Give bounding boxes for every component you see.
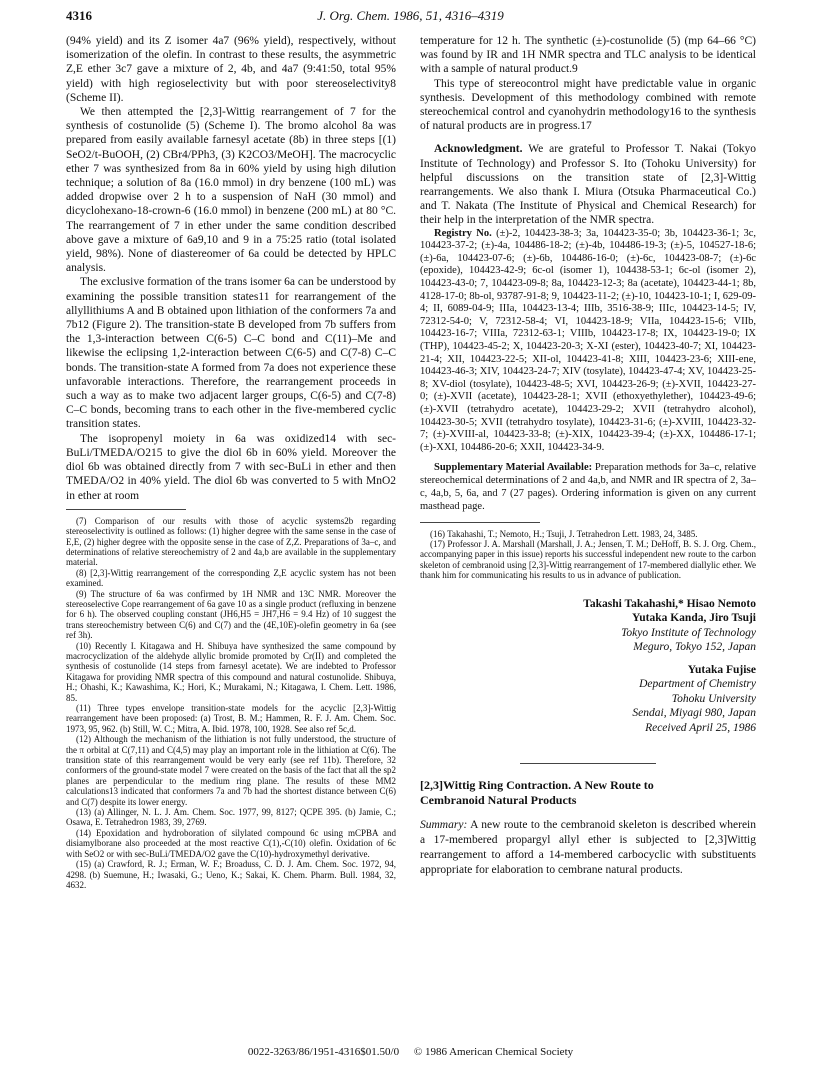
- registry-heading: Registry No.: [434, 227, 492, 239]
- body-paragraph: This type of stereocontrol might have predictable value in organic synthesis. Development of this methodology combined with remote stereochemical control and cyanohydrin methodology16 to the synthesis of natural products are in progress.17: [420, 77, 756, 133]
- author-names: Yutaka Fujise: [687, 663, 756, 676]
- summary-label: Summary:: [420, 819, 468, 832]
- footnote: (7) Comparison of our results with those of acyclic systems2b regarding stereoselectivity is outlined as follows: (1) higher degree with the same sense in the case of E,E, (2) higher degree with the opposite sense in the case of Z,Z. Preparations of 3a–c, and determinations of relative stereochemistry of 2 and 4a,b are available in the supplementary material.: [66, 515, 396, 568]
- footnote: (12) Although the mechanism of the lithiation is not fully understood, the structure of the π orbital at C(7,11) and C(4,5) may play an important role in the lithiation at C(6). The transition state of this rearrangement would be very early (see ref 11b). Therefore, 32 conformers of the ground-state model 7 were created on the basis of the fact that all the sp2 planes are perpendicular to the medium ring plane. The results of these MM2 calculations13 indicated that conformers 7a and 7b had the shortest distance between C(6) and C(7) despite its lower energy.: [66, 734, 396, 807]
- summary-text: A new route to the cembranoid skeleton is described wherein a 17-membered propargyl allyl ether is subjected to [2,3]Wittig rearrangement to afford a 14-membered carbocyclic with substituents appropriate for elaboration to cembrane natural products.: [420, 819, 756, 877]
- affiliation: Tokyo Institute of Technology: [621, 626, 756, 639]
- body-paragraph: The exclusive formation of the trans isomer 6a can be understood by examining the possible transition states11 for rearrangement of the allyllithiums A and B obtained upon lithiation of the conformers 7a and 7b12 (Figure 2). The transition-state B developed from 7b suffers from the 1,3-interaction between C(6-5) C–C bond and C(11)–Me and likewise the eclipsing 1,2-interaction between C(6-5) and C(7-8) C–C bonds. The transition-state A formed from 7a does not experience these unfavorable interactions. Therefore, the rearrangement proceeds in such a way as to make two adjacent larger groups, C(6-5) and C(7-8) C–C bonds, becoming trans to each other in the five-membered cyclic transition states.: [66, 276, 396, 431]
- body-paragraph: The isopropenyl moiety in 6a was oxidized14 with sec-BuLi/TMEDA/O215 to give the diol 6b in 60% yield. Moreover the diol 6b was obtained directly from 7 with sec-BuLi in ether and then TMEDA/O2 in 40% yield. The diol 6b was converted to 5 with MnO2 in ether at room: [66, 432, 396, 502]
- supplementary-material: [420, 462, 756, 513]
- left-column: [66, 34, 396, 890]
- article-separator: [520, 763, 656, 764]
- received-date: Received April 25, 1986: [645, 721, 756, 734]
- footnote: (17) Professor J. A. Marshall (Marshall, J. A.; Jensen, T. M.; DeHoff, B. S. J. Org. Chem., accompanying paper in this issue) reports his successful independent new route to the carbon skeleton of cembranoid using [2,3]-Wittig rearrangement of 17-membered diallylic ether. We thank him for communicating his results to us in advance of publication.: [420, 538, 756, 581]
- body-paragraph: temperature for 12 h. The synthetic (±)-costunolide (5) (mp 64–66 °C) was found by IR and 1H NMR spectra and TLC analysis to be identical with a sample of natural product.9: [420, 35, 756, 76]
- footnote: (15) (a) Crawford, R. J.; Erman, W. F.; Broaduss, C. D. J. Am. Chem. Soc. 1972, 94, 4298. (b) Suemune, H.; Iwasaki, G.; Ueno, K.; Sakai, K. Chem. Pharm. Bull. 1984, 32, 4632.: [66, 859, 396, 890]
- footnote: (16) Takahashi, T.; Nemoto, H.; Tsuji, J. Tetrahedron Lett. 1983, 24, 3485.: [430, 528, 698, 539]
- footnote: (11) Three types envelope transition-state models for the acyclic [2,3]-Wittig rearrangement have been proposed: (a) Trost, B. M.; Hammen, R. F. J. Am. Chem. Soc. 1973, 95, 962. (b) Still, W. C.; Mitra, A. Ibid. 1978, 100, 1928. See also ref 5c,d.: [66, 703, 396, 734]
- body-paragraph: (94% yield) and its Z isomer 4a7 (96% yield), respectively, without isomerization of the olefin. In contrast to these results, the asymmetric Z,E ether 3c7 gave a mixture of 2, 4b, and 4a7 (9:41:50, total 95% yield) with high regioselectivity but with poor stereoselectivity8 (Scheme II).: [66, 35, 396, 104]
- page-number: 4316: [66, 8, 92, 23]
- footnote: (10) Recently I. Kitagawa and H. Shibuya have synthesized the same compound by macrocyclization of the aldehyde allylic bromide promoted by Cr(II) and completed the synthesis of costunolide (14 steps from farnesyl acetate). We are indebted to Professor Kitagawa for providing NMR spectra of this compound and natural costunolide. Shibuya, H.; Ohashi, K.; Kawashima, K.; Hori, K.; Murakami, N.; Kitagawa, I. Chem. Lett. 1986, 85.: [66, 640, 396, 703]
- footnote: (8) [2,3]-Wittig rearrangement of the corresponding Z,E acyclic system has not been examined.: [66, 567, 396, 589]
- acknowledgment: [420, 142, 756, 227]
- author-names: Takashi Takahashi,* Hisao Nemoto: [583, 597, 756, 610]
- body-paragraph: We then attempted the [2,3]-Wittig rearrangement of 7 for the synthesis of costunolide (5) (Scheme I). The bromo alcohol 8a was prepared from easily available farnesyl acetate (8b) in three steps [(1) SeO2/t-BuOOH, (2) CBr4/PPh3, (3) K2CO3/MeOH]. The macrocyclic ether 7 was synthesized from 8a in 60% yield by using high dilution technique; a solution of 8a (16.0 mmol) in dry benzene (100 mL) was added dropwise over 2 h to a suspension of NaH (30 mmol) and dicyclohexano-18-crown-6 (16.0 mmol) in benzene (200 mL) at 80 °C. The rearrangement of 7 in ether under the same condition described above gave a mixture of 6a9,10 and 9 in a 75:25 ratio (total isolated yield, 98%). None of diastereomer of 6a could be detected by HPLC analysis.: [66, 106, 396, 275]
- footnote: (14) Epoxidation and hydroboration of silylated compound 6c using mCPBA and disiamylborane also proceeded at the most reactive C(1),-C(10) olefin. Oxidation of 6c with SeO2 or with sec-BuLi/TMEDA/O2 gave the C(10)-hydroxymethyl derivative.: [66, 827, 396, 859]
- footnote: (13) (a) Allinger, N. L. J. Am. Chem. Soc. 1977, 99, 8127; QCPE 395. (b) Jamie, C.; Osawa, E. Tetrahedron 1983, 39, 2769.: [66, 807, 396, 828]
- affiliation: Meguro, Tokyo 152, Japan: [633, 641, 756, 654]
- supplementary-text: Preparation methods for 3a–c, relative stereochemical determinations of 2 and 4a,b, and NMR and IR spectra of 2, 3a–c, 4a,b, 5, 6a, and 7 (27 pages). Ordering information is given on any current masthead page.: [420, 462, 757, 512]
- registry-text: (±)-2, 104423-38-3; 3a, 104423-35-0; 3b, 104423-36-1; 3c, 104423-37-2; (±)-4a, 104486-18-2; (±)-4b, 104486-19-3; (±)-5, 104527-18-6; (±)-6a, 104423-07-6; (±)-6b, 104486-16-0; (±)-6c, 104423-08-7; (±)-6c (epoxide), 104423-42-9; 6c-ol (isomer 1), 104438-53-1; 6c-ol (isomer 2), 104423-43-0; 7, 104423-09-8; 8a, 104423-12-3; 8a (acetate), 104423-44-1; 8b, 4128-17-0; 8b-ol, 93787-91-8; 9, 104423-11-2; (±)-10, 104423-10-1; I, 629-09-4; II, 6089-04-9; IIIa, 104423-13-4; IIIb, 3516-38-9; IIIc, 104423-14-5; IV, 72312-54-0; V, 72312-58-4; VI, 104423-18-9; VIIa, 104423-15-6; VIIb, 104423-16-7; VIIIa, 72312-63-1; VIIIb, 104423-17-8; IX, 104423-19-0; IX (THP), 104423-45-2; X, 104423-20-3; X-XI (ester), 104423-40-7; XI, 104423-21-4; XII, 104423-22-5; XII-ol, 104423-41-8; XIII, 104423-23-6; XIII-ene, 104423-46-3; XIV, 104423-24-7; XIV (tosylate), 104423-47-4; XV, 104423-25-8; XV-diol (tosylate), 104423-48-5; XVI, 104423-26-9; (±)-XVII, 104423-27-0; (±)-XVII (acetate), 104423-28-1; XVII (ethoxyethylether), 104423-49-6; (±)-XVII (tetrahydro acetate), 104423-29-2; XVII (tetrahydro alcohol), 104423-30-5; XVII (tetrahydro tosylate), 104423-31-6; (±)-XVIII, 104423-32-7; (±)-XVIII-al, 104423-33-8; (±)-XIX, 104423-39-4; (±)-XX, 104486-17-1; (±)-XXI, 104486-20-6; XXII, 104423-34-9.: [420, 227, 756, 453]
- registry-numbers: [420, 228, 756, 455]
- left-body: [66, 34, 396, 503]
- author-names: Yutaka Kanda, Jiro Tsuji: [631, 612, 756, 625]
- acknowledgment-heading: Acknowledgment.: [434, 143, 523, 156]
- article-code: 0022-3263/86/1951-4316$01.50/0: [247, 1046, 400, 1058]
- page-footer: [0, 1046, 821, 1058]
- author-block: [420, 597, 756, 736]
- acknowledgment-text: We are grateful to Professor T. Nakai (Tokyo Institute of Technology) and Professor S. Ito (Tohoku University) for helpful discussions on the transition state of [2,3]-Wittig rearrangements. We also thank I. Miura (Otsuka Pharmaceutical Co.) and T. Nakata (The Institute of Physical and Chemical Research) for their help in the interpretation of the NMR spectra.: [420, 143, 756, 227]
- journal-citation: J. Org. Chem. 1986, 51, 4316–4319: [317, 8, 504, 23]
- next-article-title: [2,3]Wittig Ring Contraction. A New Route to Cembranoid Natural Products: [420, 778, 654, 808]
- footnote-rule: [66, 509, 186, 510]
- right-column: [420, 34, 756, 878]
- footnote-rule: [420, 522, 540, 523]
- affiliation: Sendai, Miyagi 980, Japan: [632, 707, 756, 720]
- affiliation: Tohoku University: [671, 692, 756, 705]
- right-body: [420, 34, 756, 228]
- left-footnotes: [66, 516, 396, 891]
- running-head: [66, 8, 755, 26]
- next-article-summary: [420, 818, 756, 878]
- footnote: (9) The structure of 6a was confirmed by 1H NMR and 13C NMR. Moreover the stereoselective Cope rearrangement of 6a gave 10 as a single product (refluxing in benzene for 6 h). The observed coupling constant (JH6,H5 = JH7,H6 = 9.4 Hz) of 10 suggest the trans stereochemistry between C(6) and C(7) and the (4E,10E)-olefin geometry in 6a (see ref 3h).: [66, 588, 396, 641]
- supplementary-heading: Supplementary Material Available:: [434, 462, 593, 474]
- copyright: © 1986 American Chemical Society: [413, 1046, 574, 1058]
- affiliation: Department of Chemistry: [639, 678, 756, 691]
- right-footnotes: [420, 529, 756, 581]
